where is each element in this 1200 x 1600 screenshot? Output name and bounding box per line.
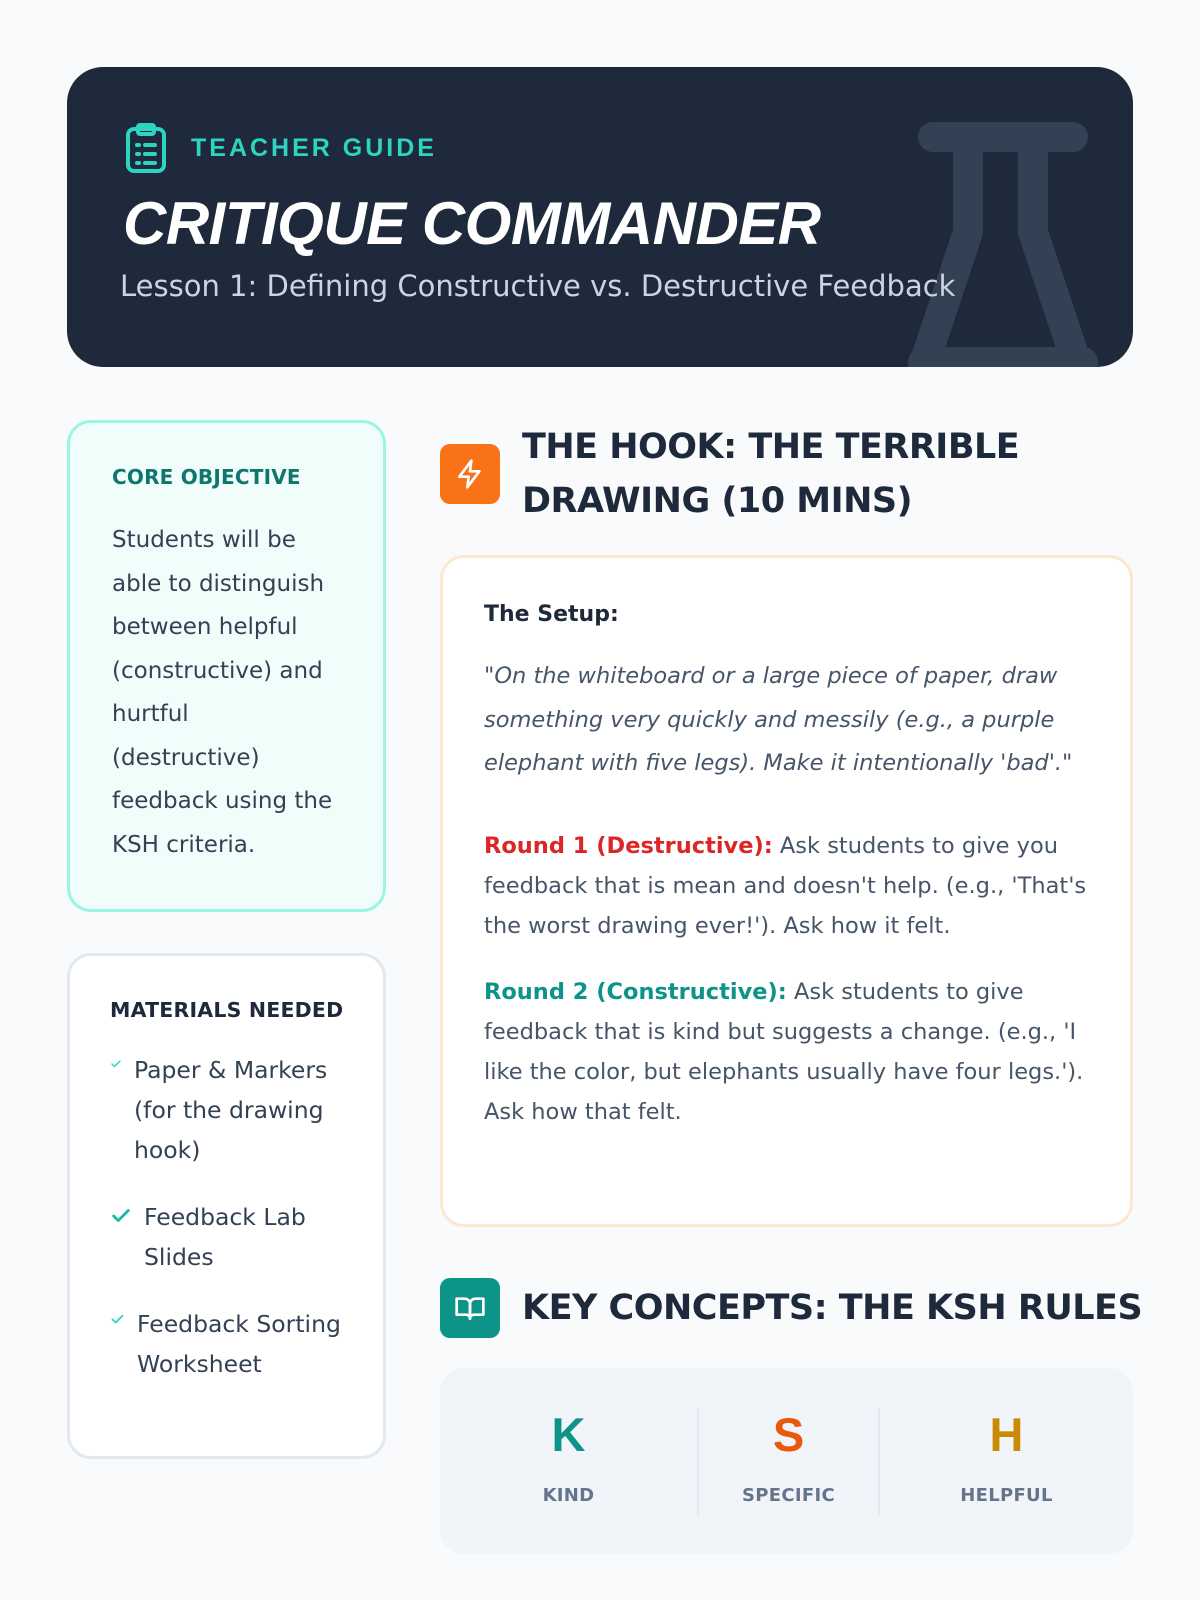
material-label: Feedback Lab Slides	[144, 1203, 306, 1271]
ksh-item-specific	[697, 1407, 880, 1515]
hook-heading	[440, 420, 1042, 528]
ksh-word: HELPFUL	[960, 1485, 1053, 1506]
ksh-letter: S	[772, 1408, 805, 1461]
round-1-text: Ask students to give you feedback that is mean and doesn't help. (e.g., 'That's the worst drawing ever!'). Ask how it felt.	[484, 832, 1087, 939]
book-icon	[440, 1278, 500, 1338]
eyebrow-text: TEACHER GUIDE	[191, 133, 437, 162]
header-banner	[67, 67, 1133, 367]
ksh-heading	[440, 1278, 1142, 1338]
round-1	[484, 826, 1090, 946]
ksh-word: KIND	[542, 1485, 595, 1506]
ksh-item-kind	[440, 1407, 697, 1515]
ksh-word: SPECIFIC	[742, 1485, 835, 1506]
round-2-text: Ask students to give feedback that is kind but suggests a change. (e.g., 'I like the color, but elephants usually have four legs.'). Ask how that felt.	[484, 978, 1084, 1125]
check-icon	[110, 1058, 122, 1070]
material-label: Feedback Sorting Worksheet	[137, 1310, 341, 1378]
ksh-item-helpful	[880, 1407, 1133, 1515]
ksh-letter: H	[989, 1408, 1024, 1461]
objective-text: Students will be able to distinguish between helpful (constructive) and hurtful (destructive) feedback using the KSH criteria.	[112, 527, 333, 858]
setup-label: The Setup:	[484, 602, 619, 627]
page-title: CRITIQUE COMMANDER	[123, 190, 821, 257]
ksh-letter: K	[551, 1408, 586, 1461]
page-subtitle: Lesson 1: Defining Constructive vs. Destructive Feedback	[120, 269, 956, 303]
setup-quote: "On the whiteboard or a large piece of paper, draw something very quickly and messily (e.g., a purple elephant with five legs). Make it intentionally 'bad'."	[484, 663, 1073, 776]
lightning-icon	[440, 444, 500, 504]
objective-card	[67, 420, 386, 912]
round-1-label: Round 1 (Destructive):	[484, 832, 773, 859]
clipboard-icon	[125, 123, 167, 173]
materials-heading: MATERIALS NEEDED	[110, 998, 344, 1022]
materials-card	[67, 953, 386, 1459]
ksh-title: KEY CONCEPTS: THE KSH RULES	[522, 1288, 1143, 1328]
eyebrow	[125, 123, 437, 173]
flask-icon	[893, 122, 1133, 367]
list-item	[110, 1050, 353, 1170]
hook-card	[440, 555, 1133, 1227]
material-label: Paper & Markers (for the drawing hook)	[134, 1056, 328, 1164]
round-2-label: Round 2 (Constructive):	[484, 978, 787, 1005]
objective-heading: CORE OBJECTIVE	[112, 465, 301, 489]
round-2	[484, 972, 1090, 1132]
list-item	[110, 1304, 353, 1384]
hook-title: THE HOOK: THE TERRIBLE DRAWING (10 MINS)	[522, 427, 1020, 521]
check-icon	[110, 1312, 125, 1327]
check-icon	[110, 1205, 132, 1227]
list-item	[110, 1197, 353, 1277]
ksh-panel	[440, 1368, 1133, 1554]
materials-list	[110, 1050, 353, 1384]
